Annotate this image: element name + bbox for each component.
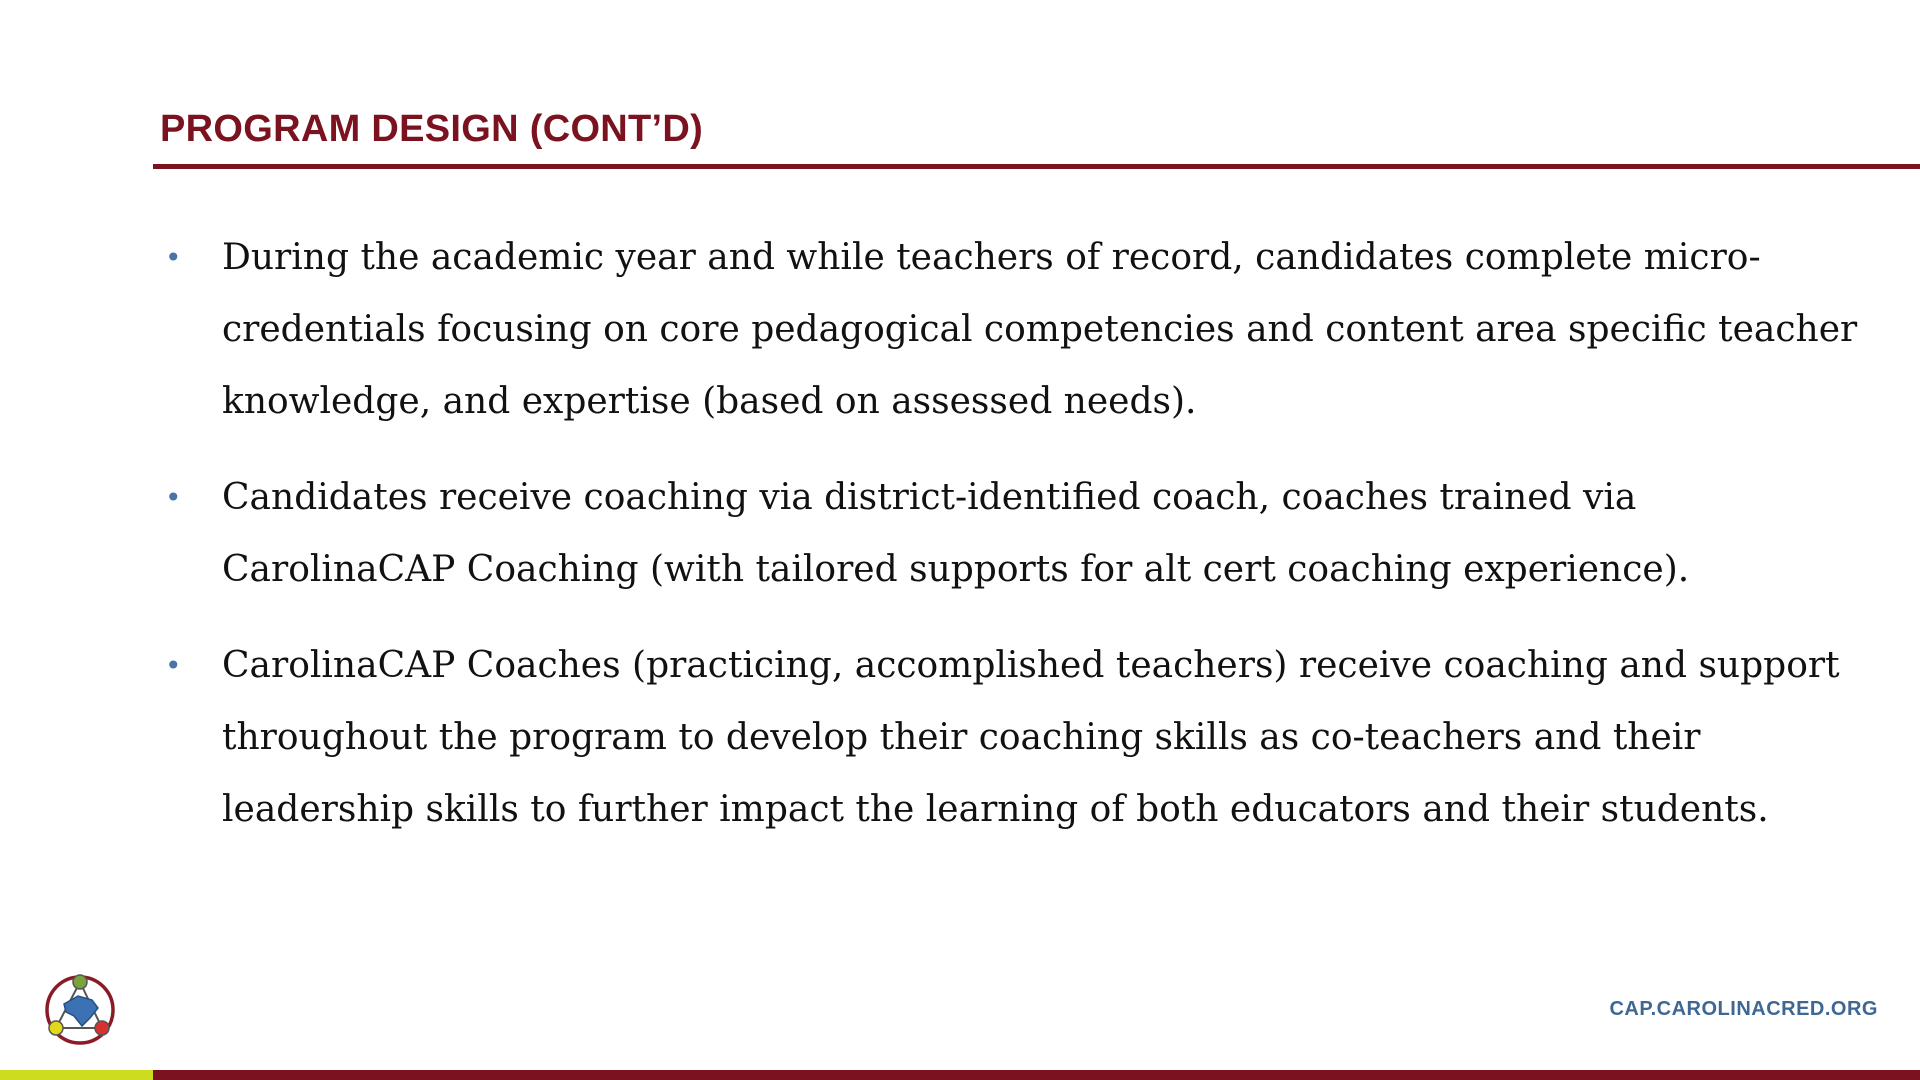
- bottom-bar-accent: [0, 1070, 153, 1080]
- bullet-text: Candidates receive coaching via district-identified coach, coaches trained via CarolinaCAP Coaching (with tailored supports for alt cert coaching experience).: [222, 477, 1690, 590]
- bullet-item: [160, 630, 1860, 846]
- bottom-color-bar: [0, 1070, 1920, 1080]
- bullet-list: [160, 222, 1860, 870]
- bullet-marker: •: [165, 241, 182, 274]
- bullet-item: [160, 222, 1860, 438]
- bullet-text: During the academic year and while teachers of record, candidates complete micro-credentials focusing on core pedagogical competencies and content area specific teacher knowledge, and expertise (based on assessed needs).: [222, 237, 1858, 422]
- bottom-bar-main: [153, 1070, 1920, 1080]
- slide-title: PROGRAM DESIGN (CONT’D): [160, 108, 704, 150]
- bullet-text: CarolinaCAP Coaches (practicing, accomplished teachers) receive coaching and support throughout the program to develop their coaching skills as co-teachers and their leadership skills to further impact the learning of both educators and their students.: [222, 645, 1840, 830]
- bullet-item: [160, 462, 1860, 606]
- bullet-marker: •: [165, 481, 182, 514]
- bullet-marker: •: [165, 649, 182, 682]
- title-divider: [153, 164, 1920, 169]
- site-url: CAP.CAROLINACRED.ORG: [1609, 998, 1878, 1020]
- carolinacap-logo-icon: [40, 970, 120, 1050]
